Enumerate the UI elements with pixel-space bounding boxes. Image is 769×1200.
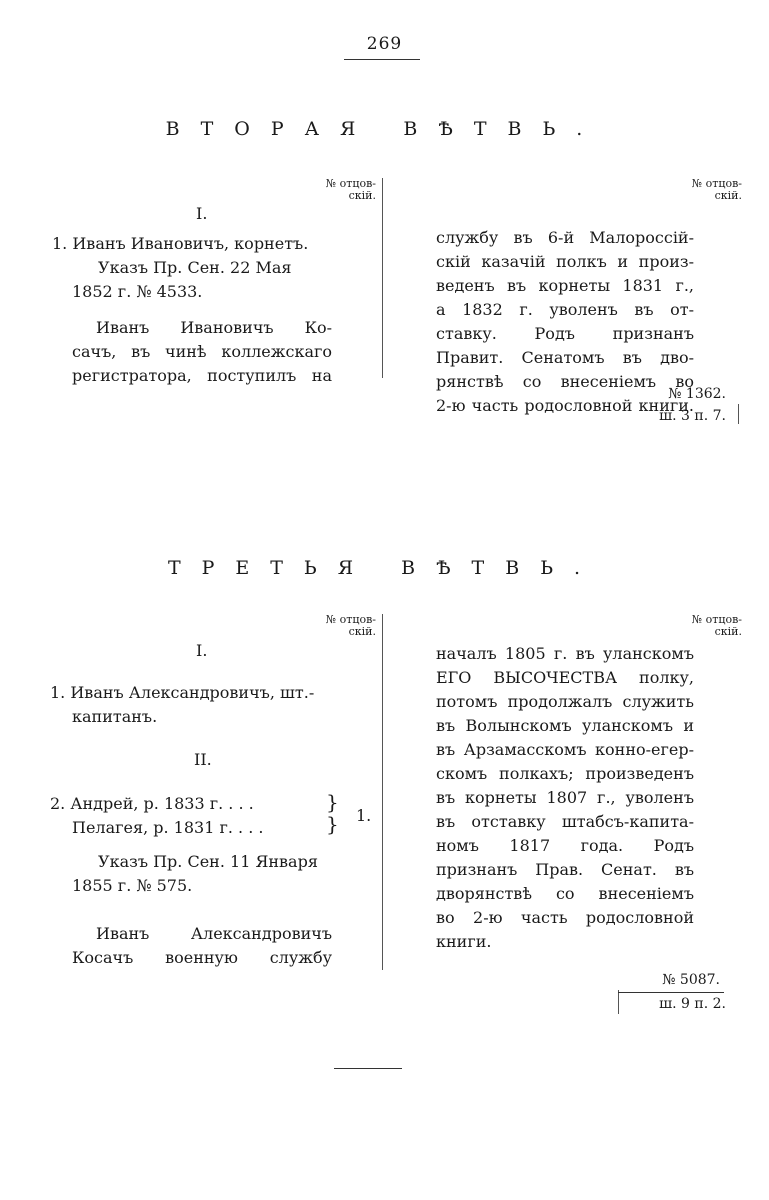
section3-entry1-line2: капитанъ. bbox=[72, 707, 158, 726]
section2-column-divider bbox=[382, 178, 383, 378]
section3-reference-shelf: ш. 9 п. 2. bbox=[659, 996, 726, 1012]
section2-heading: ВТОРАЯ ВѢТВЬ. bbox=[165, 118, 604, 140]
section2-ref-bracket bbox=[738, 404, 739, 424]
section3-ukaz-line1: Указъ Пр. Сен. 11 Января bbox=[98, 852, 318, 871]
section3-parent-number: 1. bbox=[356, 806, 372, 825]
section3-child-andrei: 2. Андрей, р. 1833 г. . . . bbox=[50, 794, 254, 813]
section2-reference-number: № 1362. bbox=[668, 386, 726, 402]
section3-ukaz-line2: 1855 г. № 575. bbox=[72, 876, 193, 895]
closing-rule bbox=[334, 1068, 402, 1069]
section3-column-divider bbox=[382, 614, 383, 970]
section2-col-header-left: № отцов- скій. bbox=[325, 177, 376, 202]
section3-entry1-line1: 1. Иванъ Александровичъ, шт.- bbox=[50, 683, 315, 702]
section2-reference-shelf: ш. 3 п. 7. bbox=[659, 408, 726, 424]
section3-right-paragraph: началъ 1805 г. въ уланскомъ ЕГО ВЫСОЧЕСТВА полку, потомъ продолжалъ служить въ Волынскомъ уланскомъ и въ Арзамасскомъ конно-егер- скомъ полкахъ; произведенъ въ корнеты 1807 г., уволенъ въ отставку штабсъ-капита- номъ 1817 года. Родъ признанъ Прав. Сенат. въ дворянствѣ со внесеніемъ во 2-ю часть родословной книги. bbox=[436, 644, 694, 951]
section3-heading: ТРЕТЬЯ ВѢТВЬ. bbox=[167, 557, 602, 579]
section3-child-pelageya: Пелагея, р. 1831 г. . . . bbox=[72, 818, 264, 837]
section3-col-header-right: № отцов- скій. bbox=[691, 613, 742, 638]
page-number-rule bbox=[344, 59, 420, 60]
section2-roman-i: I. bbox=[196, 204, 208, 223]
section2-left-paragraph: Иванъ Ивановичъ Ко- сачъ, въ чинѣ коллежскаго регистратора, поступилъ на bbox=[72, 318, 332, 385]
section3-col-header-left: № отцов- скій. bbox=[325, 613, 376, 638]
section2-entry-line3: 1852 г. № 4533. bbox=[72, 282, 203, 301]
section3-left-paragraph: Иванъ Александровичъ Косачъ военную службу bbox=[72, 924, 332, 967]
section3-roman-i: I. bbox=[196, 641, 208, 660]
section3-reference-rule bbox=[618, 992, 724, 993]
section3-brace: } } bbox=[326, 790, 339, 836]
section2-right-paragraph: службу въ 6-й Малороссій- скій казачій полкъ и произ- веденъ въ корнеты 1831 г., а 1832 г. уволенъ въ от- ставку. Родъ признанъ Правит. Сенатомъ въ дво- рянствѣ со внесеніемъ во 2-ю часть родословной книги. bbox=[436, 228, 694, 415]
section2-col-header-right: № отцов- скій. bbox=[691, 177, 742, 202]
section3-reference-number: № 5087. bbox=[662, 972, 720, 988]
section2-entry-line1: 1. Иванъ Ивановичъ, корнетъ. bbox=[52, 234, 309, 253]
section3-roman-ii: II. bbox=[194, 750, 212, 769]
section2-entry-line2: Указъ Пр. Сен. 22 Мая bbox=[98, 258, 292, 277]
page-number: 269 bbox=[366, 34, 403, 54]
